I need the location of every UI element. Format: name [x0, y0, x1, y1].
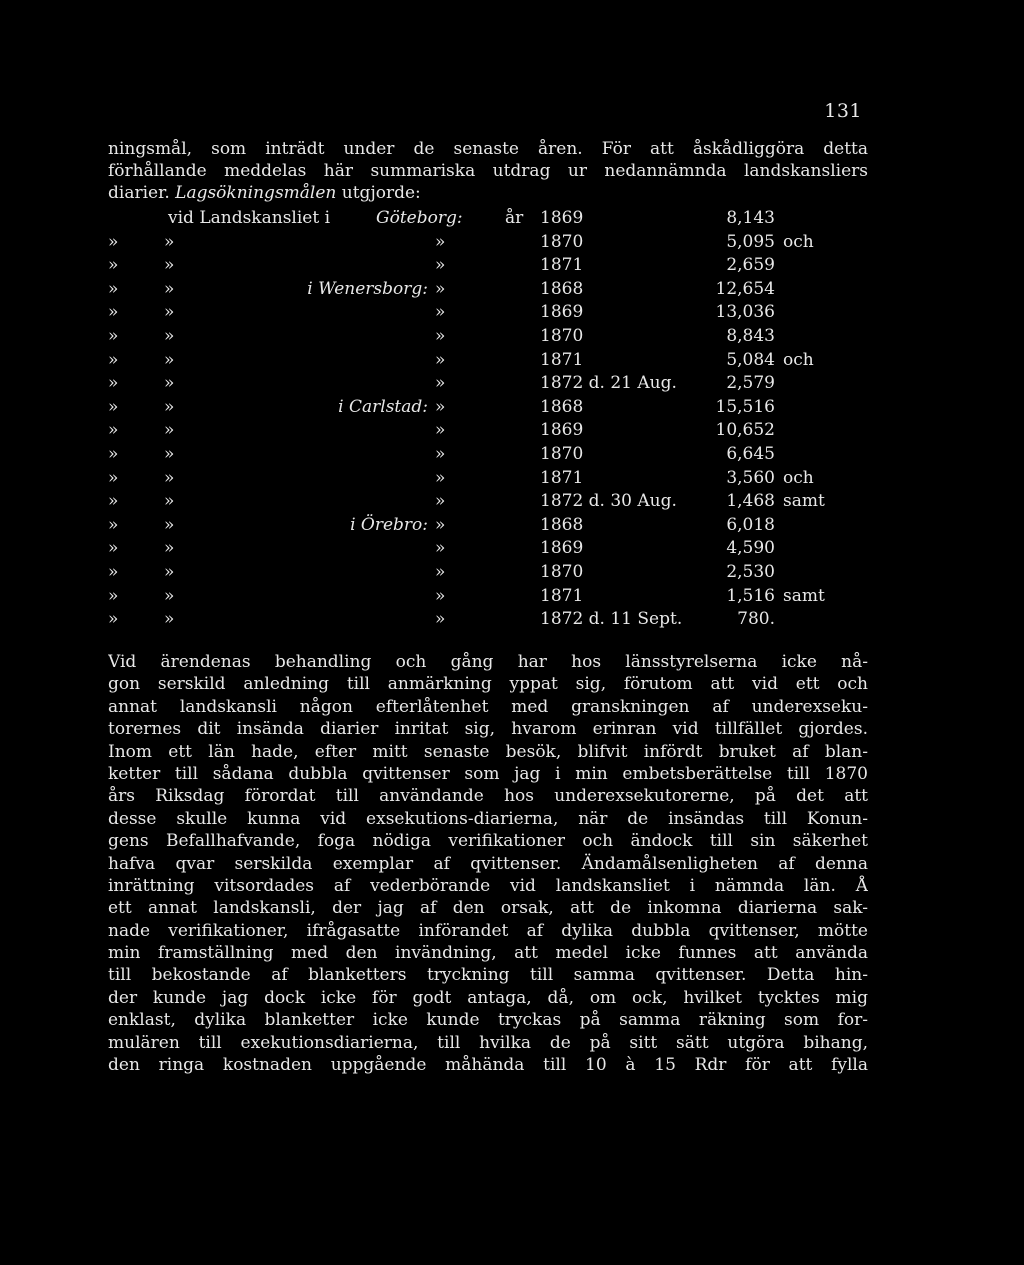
row-year: 1872 d. 11 Sept.: [540, 609, 683, 630]
ditto-mark-2: »: [164, 302, 175, 323]
row-year: 1870: [540, 325, 584, 346]
ditto-mark-2: »: [164, 538, 175, 559]
row-year: 1870: [540, 231, 584, 252]
ditto-mark-1: »: [108, 467, 119, 488]
row-year: 1871: [540, 585, 584, 606]
table-row: [108, 255, 868, 279]
ditto-mark-2: »: [164, 255, 175, 276]
body-line: Inom ett län hade, efter mitt senaste besök, blifvit infördt bruket af blan-: [108, 741, 868, 762]
body-line: den ringa kostnaden uppgående måhända till 10 à 15 Rdr för att fylla: [108, 1055, 868, 1076]
row-value: 13,036: [715, 302, 775, 323]
body-line: der kunde jag dock icke för godt antaga, då, om ock, hvilket tycktes mig: [108, 987, 868, 1008]
row-year: 1872 d. 30 Aug.: [540, 491, 677, 512]
body-line: ett annat landskansli, der jag af den orsak, att de inkomna diarierna sak-: [108, 898, 868, 919]
row-year: 1870: [540, 443, 584, 464]
intro-line-1: ningsmål, som inträdt under de senaste åren. För att åskådliggöra detta: [108, 139, 868, 159]
row-year: 1872 d. 21 Aug.: [540, 373, 677, 394]
ditto-mark-1: »: [108, 609, 119, 630]
body-line: nade verifikationer, ifrågasatte införandet af dylika dubbla qvittenser, mötte: [108, 920, 868, 941]
ditto-mark-2: »: [164, 325, 175, 346]
row-conjunction: samt: [783, 491, 825, 512]
page-number: 131: [824, 100, 862, 122]
lagsokningsmal-table: [108, 208, 868, 633]
ditto-mark-2: »: [164, 467, 175, 488]
row-year: 1868: [540, 514, 584, 535]
ditto-mark-3: »: [435, 278, 446, 299]
intro-line-3-post: utgjorde:: [341, 183, 421, 203]
row-value: 10,652: [715, 420, 775, 441]
body-line: desse skulle kunna vid exsekutions-diarierna, när de insändas till Konun-: [108, 808, 868, 829]
table-row: [108, 279, 868, 303]
ditto-mark-3: »: [435, 538, 446, 559]
ditto-mark-3: »: [435, 491, 446, 512]
row-value: 12,654: [715, 278, 775, 299]
ditto-mark-2: »: [164, 420, 175, 441]
row-year: 1870: [540, 561, 584, 582]
body-line: min framställning med den invändning, att medel icke funnes att använda: [108, 943, 868, 964]
table-row: [108, 515, 868, 539]
table-row: [108, 326, 868, 350]
table-row: [108, 420, 868, 444]
ditto-mark-2: »: [164, 231, 175, 252]
ditto-mark-1: »: [108, 325, 119, 346]
body-line: annat landskansli någon efterlåtenhet med granskningen af underexseku-: [108, 696, 868, 717]
body-line: mulären till exekutionsdiarierna, till hvilka de på sitt sätt utgöra bihang,: [108, 1032, 868, 1053]
table-row: [108, 302, 868, 326]
ditto-mark-1: »: [108, 255, 119, 276]
intro-line-2: förhållande meddelas här summariska utdrag ur nedannämnda landskansliers: [108, 161, 868, 181]
body-line: ketter till sådana dubbla qvittenser som jag i min embetsberättelse till 1870: [108, 763, 868, 784]
header-value: 8,143: [726, 208, 775, 228]
ditto-mark-2: »: [164, 491, 175, 512]
row-conjunction: och: [783, 231, 814, 252]
ditto-mark-2: »: [164, 585, 175, 606]
body-line: hafva qvar serskilda exemplar af qvittenser. Ändamålsenligheten af denna: [108, 853, 868, 874]
intro-line-3: [108, 182, 868, 204]
ditto-mark-1: »: [108, 349, 119, 370]
body-line: gens Befallhafvande, foga nödiga verifikationer och ändock till sin säkerhet: [108, 831, 868, 852]
row-conjunction: och: [783, 349, 814, 370]
ditto-mark-3: »: [435, 325, 446, 346]
ditto-mark-1: »: [108, 231, 119, 252]
ditto-mark-2: »: [164, 373, 175, 394]
table-row: [108, 373, 868, 397]
table-row: [108, 350, 868, 374]
header-prefix: vid Landskansliet i: [168, 208, 331, 228]
row-value: 6,645: [726, 443, 775, 464]
row-year: 1869: [540, 302, 584, 323]
row-value: 4,590: [726, 538, 775, 559]
body-line: Vid ärendenas behandling och gång har hos länsstyrelserna icke nå-: [108, 652, 868, 672]
intro-line-3-pre: diarier.: [108, 183, 170, 203]
row-place: i Carlstad:: [338, 396, 428, 417]
ditto-mark-1: »: [108, 561, 119, 582]
row-value: 1,516: [726, 585, 775, 606]
ditto-mark-3: »: [435, 373, 446, 394]
row-year: 1869: [540, 420, 584, 441]
ditto-mark-1: »: [108, 278, 119, 299]
body-line: gon serskild anledning till anmärkning yppat sig, förutom att vid ett och: [108, 674, 868, 695]
ditto-mark-1: »: [108, 302, 119, 323]
ditto-mark-1: »: [108, 538, 119, 559]
body-line: enklast, dylika blanketter icke kunde tryckas på samma räkning som for-: [108, 1010, 868, 1031]
ditto-mark-3: »: [435, 302, 446, 323]
row-place: i Örebro:: [350, 514, 428, 535]
intro-paragraph: [108, 138, 868, 204]
row-year: 1868: [540, 396, 584, 417]
ditto-mark-3: »: [435, 255, 446, 276]
header-year: 1869: [540, 208, 584, 228]
row-year: 1871: [540, 467, 584, 488]
ditto-mark-3: »: [435, 609, 446, 630]
row-conjunction: och: [783, 467, 814, 488]
table-row: [108, 444, 868, 468]
ditto-mark-3: »: [435, 443, 446, 464]
body-line: till bekostande af blanketters tryckning till samma qvittenser. Detta hin-: [108, 965, 868, 986]
row-year: 1871: [540, 255, 584, 276]
ditto-mark-3: »: [435, 396, 446, 417]
row-value: 15,516: [715, 396, 775, 417]
row-value: 2,659: [726, 255, 775, 276]
row-year: 1869: [540, 538, 584, 559]
row-value: 1,468: [726, 491, 775, 512]
ditto-mark-3: »: [435, 349, 446, 370]
ditto-mark-2: »: [164, 443, 175, 464]
header-place: Göteborg:: [376, 208, 463, 228]
row-value: 780.: [737, 609, 775, 630]
ditto-mark-1: »: [108, 514, 119, 535]
header-year-word: år: [505, 208, 524, 228]
ditto-mark-3: »: [435, 514, 446, 535]
body-line: inrättning vitsordades af vederbörande vid landskansliet i nämnda län. Å: [108, 875, 868, 896]
row-value: 6,018: [726, 514, 775, 535]
ditto-mark-2: »: [164, 514, 175, 535]
table-row: [108, 538, 868, 562]
body-paragraph: [108, 651, 868, 1076]
table-header-row: [108, 208, 868, 232]
table-row: [108, 609, 868, 633]
row-value: 5,084: [726, 349, 775, 370]
table-row: [108, 468, 868, 492]
row-year: 1868: [540, 278, 584, 299]
ditto-mark-3: »: [435, 231, 446, 252]
table-row: [108, 562, 868, 586]
ditto-mark-2: »: [164, 561, 175, 582]
ditto-mark-2: »: [164, 609, 175, 630]
ditto-mark-2: »: [164, 278, 175, 299]
row-value: 2,530: [726, 561, 775, 582]
table-row: [108, 232, 868, 256]
row-year: 1871: [540, 349, 584, 370]
ditto-mark-2: »: [164, 396, 175, 417]
row-conjunction: samt: [783, 585, 825, 606]
row-value: 3,560: [726, 467, 775, 488]
ditto-mark-2: »: [164, 349, 175, 370]
ditto-mark-1: »: [108, 396, 119, 417]
row-place: i Wenersborg:: [307, 278, 428, 299]
ditto-mark-1: »: [108, 373, 119, 394]
ditto-mark-1: »: [108, 491, 119, 512]
body-line: års Riksdag förordat till användande hos underexsekutorerne, på det att: [108, 786, 868, 807]
ditto-mark-3: »: [435, 420, 446, 441]
ditto-mark-1: »: [108, 585, 119, 606]
intro-line-3-italic: Lagsökningsmålen: [175, 183, 337, 203]
ditto-mark-3: »: [435, 585, 446, 606]
row-value: 8,843: [726, 325, 775, 346]
row-value: 5,095: [726, 231, 775, 252]
ditto-mark-1: »: [108, 420, 119, 441]
row-value: 2,579: [726, 373, 775, 394]
body-line: torernes dit insända diarier inritat sig, hvarom erinran vid tillfället gjordes.: [108, 719, 868, 740]
table-row: [108, 586, 868, 610]
table-row: [108, 397, 868, 421]
ditto-mark-3: »: [435, 561, 446, 582]
table-row: [108, 491, 868, 515]
ditto-mark-3: »: [435, 467, 446, 488]
ditto-mark-1: »: [108, 443, 119, 464]
